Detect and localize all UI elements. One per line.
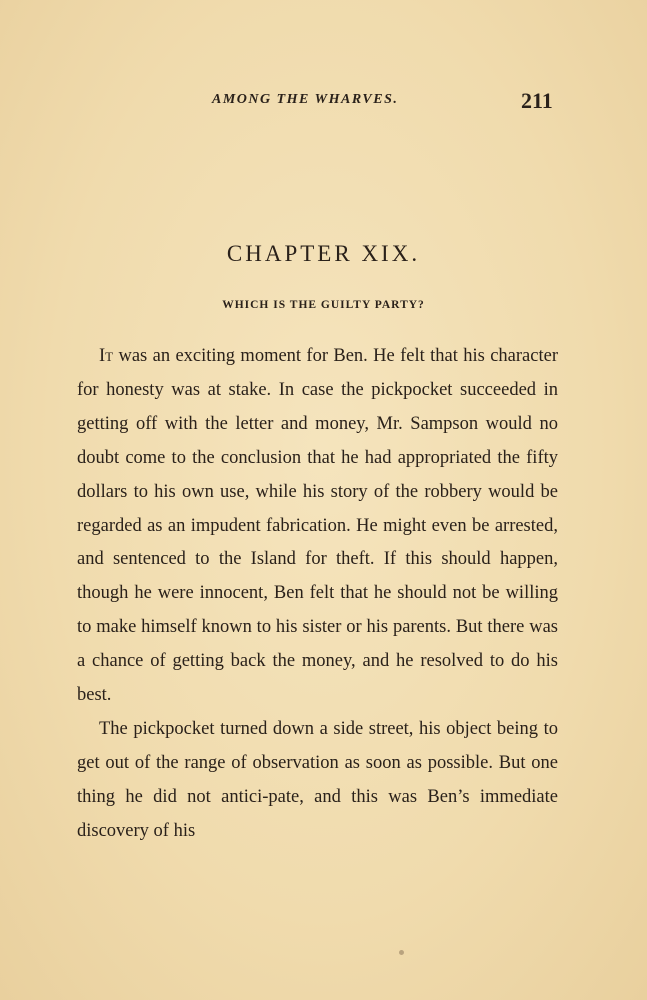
running-title: AMONG THE WHARVES. — [212, 92, 399, 107]
chapter-subtitle: WHICH IS THE GUILTY PARTY? — [222, 299, 425, 311]
chapter-title: CHAPTER XIX. — [226, 241, 421, 266]
paragraph-1-first-word: It — [99, 346, 114, 366]
paper-speck — [399, 950, 404, 955]
paragraph-1-text: was an exciting moment for Ben. He felt that his character for honesty was at stake. In case the pickpocket succeeded in getting off with the letter and money, Mr. Sampson would no doubt come to the conclusion that he had appropriated the fifty dollars to his own use, while his story of the robbery would be regarded as an impudent fabrication. He might even be arrested, and sentenced to the Island for theft. If this should happen, though he were innocent, Ben felt that he should not be willing to make himself known to his sister or his parents. But there was a chance of getting back the money, and he resolved to do his best. — [77, 346, 558, 706]
body-text — [77, 340, 558, 849]
paragraph-1 — [77, 340, 558, 713]
running-head — [0, 90, 647, 120]
paragraph-2: The pickpocket turned down a side street, his object being to get out of the range of observation as soon as possible. But one thing he did not antici-pate, and this was Ben’s immediate discovery of his — [77, 718, 558, 841]
page-number: 211 — [521, 88, 553, 113]
